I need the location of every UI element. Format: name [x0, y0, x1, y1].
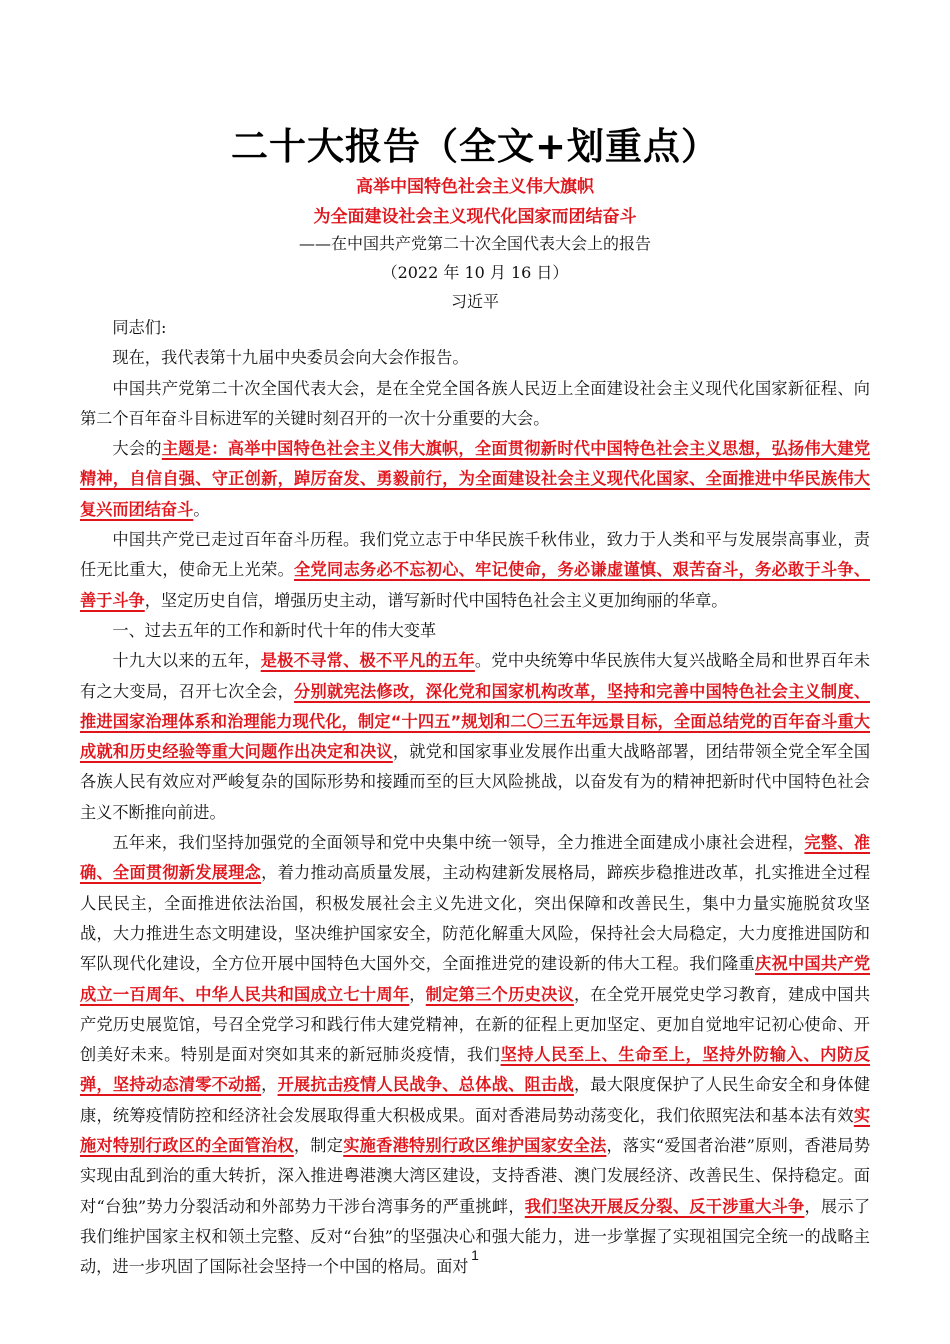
paragraph: [80, 434, 870, 525]
paragraph: [80, 374, 870, 435]
highlighted-text: 实施对特别行政区的全面管治权: [80, 1105, 870, 1156]
paragraph: [80, 616, 870, 646]
highlighted-text: 我们坚决开展反分裂、反干涉重大斗争: [524, 1196, 805, 1216]
highlighted-text: 开展抗击疫情人民战争、总体战、阻击战: [277, 1075, 574, 1095]
text-run: 一、过去五年的工作和新时代十年的伟大变革: [112, 620, 437, 640]
text-run: ，最大限度保护了人民生命安全和身体健康，统筹疫情防控和经济社会发展取得重大积极成果。面对香港局势动荡变化，我们依照宪法和基本法有效: [80, 1075, 871, 1125]
highlighted-text: 全党同志务必不忘初心、牢记使命，务必谦虚谨慎、艰苦奋斗，务必敢于斗争、善于斗争: [80, 560, 871, 610]
highlighted-text: 主题是：高举中国特色社会主义伟大旗帜，全面贯彻新时代中国特色社会主义思想，弘扬伟大建党精神，自信自强、守正创新，踔厉奋发、勇毅前行，为全面建设社会主义现代化国家、全面推进中华民族伟大复兴而团结奋斗: [80, 439, 871, 519]
text-run: ，着力推动高质量发展，主动构建新发展格局，蹄疾步稳推进改革，扎实推进全过程人民民主，全面推进依法治国，积极发展社会主义先进文化，突出保障和改善民生，集中力量实施脱贫攻坚战，大力推进生态文明建设，坚决维护国家安全，防范化解重大风险，保持社会大局稳定，大力度推进国防和军队现代化建设，全方位开展中国特色大国外交，全面推进党的建设新的伟大工程。我们隆重: [80, 863, 871, 974]
report-occasion: ——在中国共产党第二十次全国代表大会上的报告: [298, 234, 651, 253]
paragraph: [80, 646, 870, 828]
page-number: 1: [471, 1247, 479, 1263]
text-run: ，落实“爱国者治港”原则，香港局势实现由乱到治的重大转折，深入推进粤港澳大湾区建设，支持香港、澳门发展经济、改善民生、保持稳定。面对“台独”势力分裂活动和外部势力干涉台湾事务的严重挑衅，: [80, 1136, 871, 1216]
text-run: 十九大以来的五年，: [112, 651, 261, 671]
subtitle-line-2: 为全面建设社会主义现代化国家而团结奋斗: [313, 207, 637, 227]
highlighted-text: 坚持人民至上、生命至上，坚持外防输入、内防反弹，坚持动态清零不动摇: [80, 1045, 871, 1095]
paragraph: [80, 525, 870, 616]
report-body: [80, 313, 870, 1283]
paragraph: [80, 828, 870, 1282]
text-run: 现在，我代表第十九届中央委员会向大会作报告。: [112, 348, 469, 368]
highlighted-text: 制定第三个历史决议: [425, 984, 574, 1004]
highlighted-text: 完整、准确、全面贯彻新发展理念: [80, 833, 871, 883]
text-run: ，就党和国家事业发展作出重大战略部署，团结带领全党全军全国各族人民有效应对严峻复杂的国际形势和接踵而至的巨大风险挑战，以奋发有为的精神把新时代中国特色社会主义不断推向前进。: [80, 742, 871, 822]
highlighted-text: 实施香港特别行政区维护国家安全法: [343, 1136, 607, 1156]
paragraph: [80, 313, 870, 343]
text-run: 同志们:: [112, 318, 167, 337]
document-title: 二十大报告（全文+划重点）: [230, 125, 719, 168]
highlighted-text: 是极不寻常、极不平凡的五年: [260, 651, 475, 671]
report-date: （2022 年 10 月 16 日）: [381, 263, 569, 282]
text-run: 。党中央统筹中华民族伟大复兴战略全局和世界百年未有之大变局，召开七次全会，: [80, 651, 871, 701]
text-run: ，展示了我们维护国家主权和领土完整、反对“台独”的坚强决心和强大能力，进一步掌握了实现祖国完全统一的战略主动，进一步巩固了国际社会坚持一个中国的格局。面对: [80, 1196, 871, 1277]
text-run: 五年来，我们坚持加强党的全面领导和党中央集中统一领导，全力推进全面建成小康社会进程，: [112, 833, 805, 853]
text-run: 。: [193, 499, 210, 519]
text-run: 中国共产党已走过百年奋斗历程。我们党立志于中华民族千秋伟业，致力于人类和平与发展崇高事业，责任无比重大，使命无上光荣。: [80, 530, 870, 580]
text-run: ，: [409, 984, 426, 1004]
subtitle-line-1: 高举中国特色社会主义伟大旗帜: [356, 177, 594, 197]
paragraph: [80, 343, 870, 373]
highlighted-text: 分别就宪法修改，深化党和国家机构改革，坚持和完善中国特色社会主义制度、推进国家治理体系和治理能力现代化，制定“十四五”规划和二〇三五年远景目标，全面总结党的百年奋斗重大成就和历史经验等重大问题作出决定和决议: [80, 681, 871, 762]
text-run: 大会的: [112, 439, 162, 459]
text-run: ，制定: [293, 1136, 344, 1156]
text-run: ，坚定历史自信，增强历史主动，谱写新时代中国特色社会主义更加绚丽的华章。: [144, 590, 728, 610]
text-run: 中国共产党第二十次全国代表大会，是在全党全国各族人民迈上全面建设社会主义现代化国家新征程、向第二个百年奋斗目标进军的关键时刻召开的一次十分重要的大会。: [80, 378, 870, 428]
highlighted-text: 庆祝中国共产党成立一百周年、中华人民共和国成立七十周年: [80, 954, 871, 1004]
text-run: ，: [261, 1075, 278, 1095]
text-run: ，在全党开展党史学习教育，建成中国共产党历史展览馆，号召全党学习和践行伟大建党精神，在新的征程上更加坚定、更加自觉地牢记初心使命、开创美好未来。特别是面对突如其来的新冠肺炎疫情，我们: [80, 984, 871, 1065]
report-author: 习近平: [450, 292, 499, 311]
